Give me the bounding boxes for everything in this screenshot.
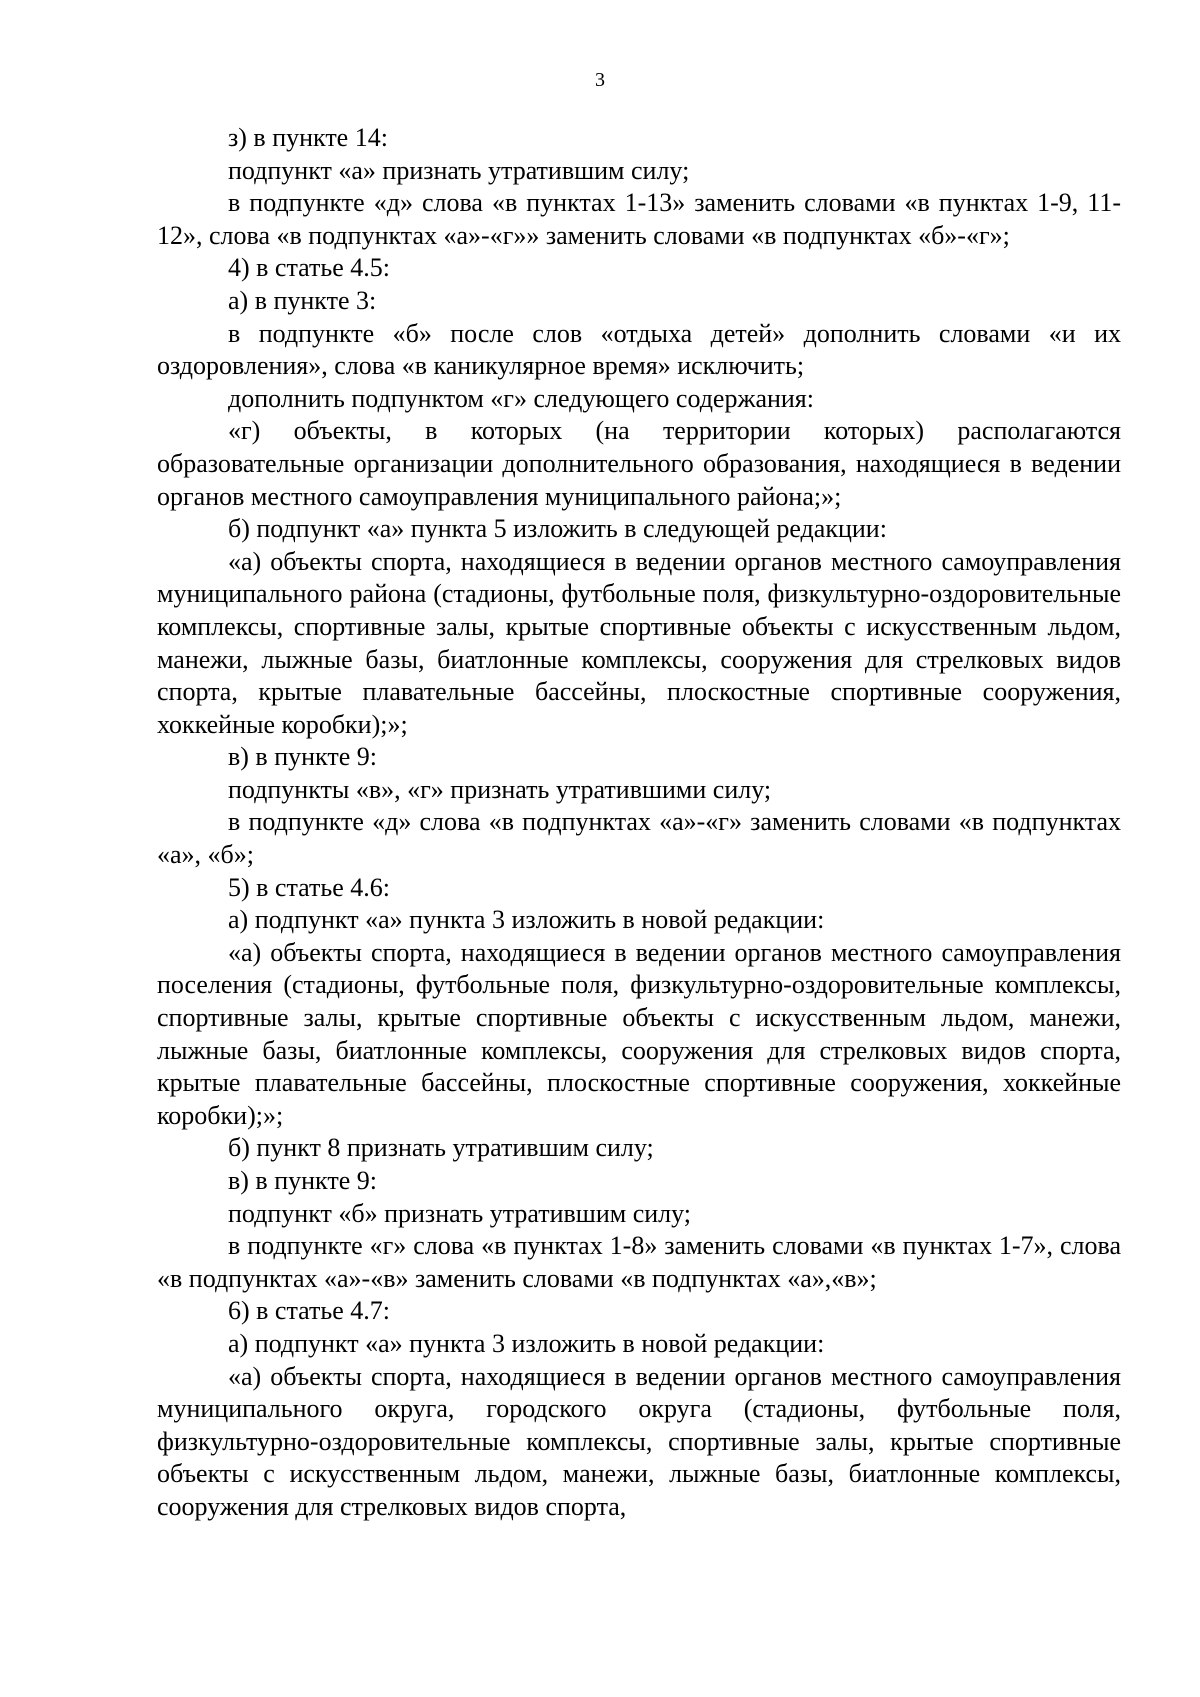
paragraph: подпункты «в», «г» признать утратившими силу; bbox=[228, 774, 772, 804]
paragraph: в) в пункте 9: bbox=[228, 742, 377, 772]
paragraph: б) пункт 8 признать утратившим силу; bbox=[228, 1133, 654, 1163]
page-number: 3 bbox=[595, 69, 605, 91]
paragraph: подпункт «а» признать утратившим силу; bbox=[228, 155, 690, 185]
paragraph: 6) в статье 4.7: bbox=[228, 1296, 391, 1326]
document-body bbox=[157, 122, 1121, 1524]
paragraph: а) подпункт «а» пункта 3 изложить в новой редакции: bbox=[228, 905, 825, 935]
paragraph: 4) в статье 4.5: bbox=[228, 253, 391, 283]
paragraph: «г) объекты, в которых (на территории которых) располагаются образовательные организации дополнительного образования, находящиеся в ведении органов местного самоуправления муниципального района;»; bbox=[157, 416, 1121, 511]
paragraph: дополнить подпунктом «г» следующего содержания: bbox=[228, 383, 814, 413]
paragraph: «а) объекты спорта, находящиеся в ведении органов местного самоуправления поселения (стадионы, футбольные поля, физкультурно-оздоровительные комплексы, спортивные залы, крытые спортивные объекты с искусственным льдом, манежи, лыжные базы, биатлонные комплексы, сооружения для стрелковых видов спорта, крытые плавательные бассейны, плоскостные спортивные сооружения, хоккейные коробки);»; bbox=[157, 937, 1121, 1130]
paragraph: в) в пункте 9: bbox=[228, 1166, 377, 1195]
paragraph: а) в пункте 3: bbox=[228, 285, 377, 315]
paragraph: «а) объекты спорта, находящиеся в ведении органов местного самоуправления муниципального района (стадионы, футбольные поля, физкультурно-оздоровительные комплексы, спортивные залы, крытые спортивные объекты с искусственным льдом, манежи, лыжные базы, биатлонные комплексы, сооружения для стрелковых видов спорта, крытые плавательные бассейны, плоскостные спортивные сооружения, хоккейные коробки);»; bbox=[157, 546, 1121, 739]
paragraph: в подпункте «г» слова «в пунктах 1-8» заменить словами «в пунктах 1-7», слова «в подпунктах «а»-«в» заменить словами «в подпунктах «а»,«в»; bbox=[157, 1231, 1121, 1293]
paragraph: з) в пункте 14: bbox=[228, 123, 388, 152]
paragraph: подпункт «б» признать утратившим силу; bbox=[228, 1198, 691, 1228]
paragraph: б) подпункт «а» пункта 5 изложить в следующей редакции: bbox=[228, 514, 887, 544]
paragraph: 5) в статье 4.6: bbox=[228, 872, 391, 902]
paragraph: «а) объекты спорта, находящиеся в ведении органов местного самоуправления муниципального округа, городского округа (стадионы, футбольные поля, физкультурно-оздоровительные комплексы, спортивные залы, крытые спортивные объекты с искусственным льдом, манежи, лыжные базы, биатлонные комплексы, сооружения для стрелковых видов спорта, bbox=[157, 1361, 1121, 1521]
paragraph: в подпункте «д» слова «в подпунктах «а»-«г» заменить словами «в подпунктах «а», «б»; bbox=[157, 807, 1121, 870]
paragraph: в подпункте «б» после слов «отдыха детей» дополнить словами «и их оздоровления», слова «в каникулярное время» исключить; bbox=[157, 318, 1121, 381]
paragraph: а) подпункт «а» пункта 3 изложить в новой редакции: bbox=[228, 1328, 825, 1358]
paragraph: в подпункте «д» слова «в пунктах 1-13» заменить словами «в пунктах 1-9, 11-12», слова «в подпунктах «а»-«г»» заменить словами «в подпунктах «б»-«г»; bbox=[157, 188, 1121, 250]
